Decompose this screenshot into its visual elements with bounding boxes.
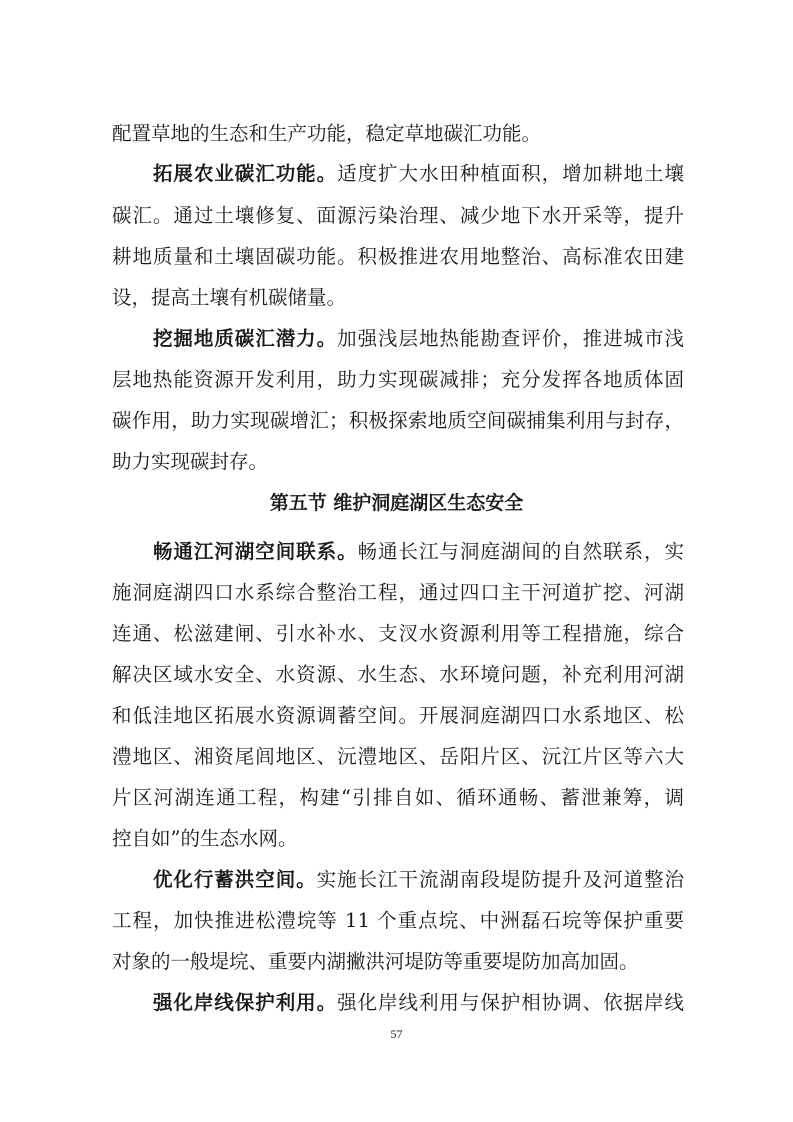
- text-line: 解决区域水安全、水资源、水生态、水环境问题，补充利用河湖: [112, 663, 684, 686]
- text-line: 耕地质量和土壤固碳功能。积极推进农用地整治、高标准农田建: [112, 245, 684, 268]
- paragraph-title: 畅通江河湖空间联系。: [152, 540, 358, 563]
- text-line: 控自如”的生态水网。: [112, 827, 298, 850]
- text-line: 澧地区、湘资尾闾地区、沅澧地区、岳阳片区、沅江片区等六大: [112, 745, 684, 768]
- text-line: 碳作用，助力实现碳增汇；积极探索地质空间碳捕集利用与封存，: [112, 409, 684, 432]
- paragraph-first-line: 强化岸线保护利用。强化岸线利用与保护相协调、依据岸线: [152, 991, 684, 1014]
- text-line: 连通、松滋建闸、引水补水、支汊水资源利用等工程措施，综合: [112, 622, 684, 645]
- text-line: 配置草地的生态和生产功能，稳定草地碳汇功能。: [112, 122, 542, 145]
- text-line: 层地热能资源开发利用，助力实现碳减排；充分发挥各地质体固: [112, 368, 684, 391]
- text-line: 和低洼地区拓展水资源调蓄空间。开展洞庭湖四口水系地区、松: [112, 704, 684, 727]
- paragraph-first-line: 畅通江河湖空间联系。畅通长江与洞庭湖间的自然联系，实: [152, 540, 684, 563]
- paragraph-first-line: 挖掘地质碳汇潜力。加强浅层地热能勘查评价，推进城市浅: [152, 327, 684, 350]
- paragraph-title: 拓展农业碳汇功能。: [152, 162, 338, 185]
- paragraph-title: 强化岸线保护利用。: [152, 991, 338, 1014]
- text-line: 对象的一般堤垸、重要内湖撇洪河堤防等重要堤防加高加固。: [112, 950, 639, 973]
- text-line: 设，提高土壤有机碳储量。: [112, 286, 347, 309]
- paragraph-title: 挖掘地质碳汇潜力。: [152, 327, 338, 350]
- text-line: 助力实现碳封存。: [112, 450, 269, 473]
- paragraph-title: 优化行蓄洪空间。: [152, 868, 317, 891]
- text-line: 片区河湖连通工程，构建“引排自如、循环通畅、蓄泄兼筹，调: [112, 786, 684, 809]
- text-line: 工程，加快推进松澧垸等 11 个重点垸、中洲磊石垸等保护重要: [112, 909, 684, 932]
- text-line: 施洞庭湖四口水系综合整治工程，通过四口主干河道扩挖、河湖: [112, 581, 684, 604]
- section-heading: 第五节 维护洞庭湖区生态安全: [269, 492, 524, 514]
- text-line: 碳汇。通过土壤修复、面源污染治理、减少地下水开采等，提升: [112, 204, 684, 227]
- paragraph-first-line: 拓展农业碳汇功能。适度扩大水田种植面积，增加耕地土壤: [152, 162, 684, 185]
- page-number: 57: [390, 1027, 403, 1041]
- paragraph-first-line: 优化行蓄洪空间。实施长江干流湖南段堤防提升及河道整治: [152, 868, 684, 891]
